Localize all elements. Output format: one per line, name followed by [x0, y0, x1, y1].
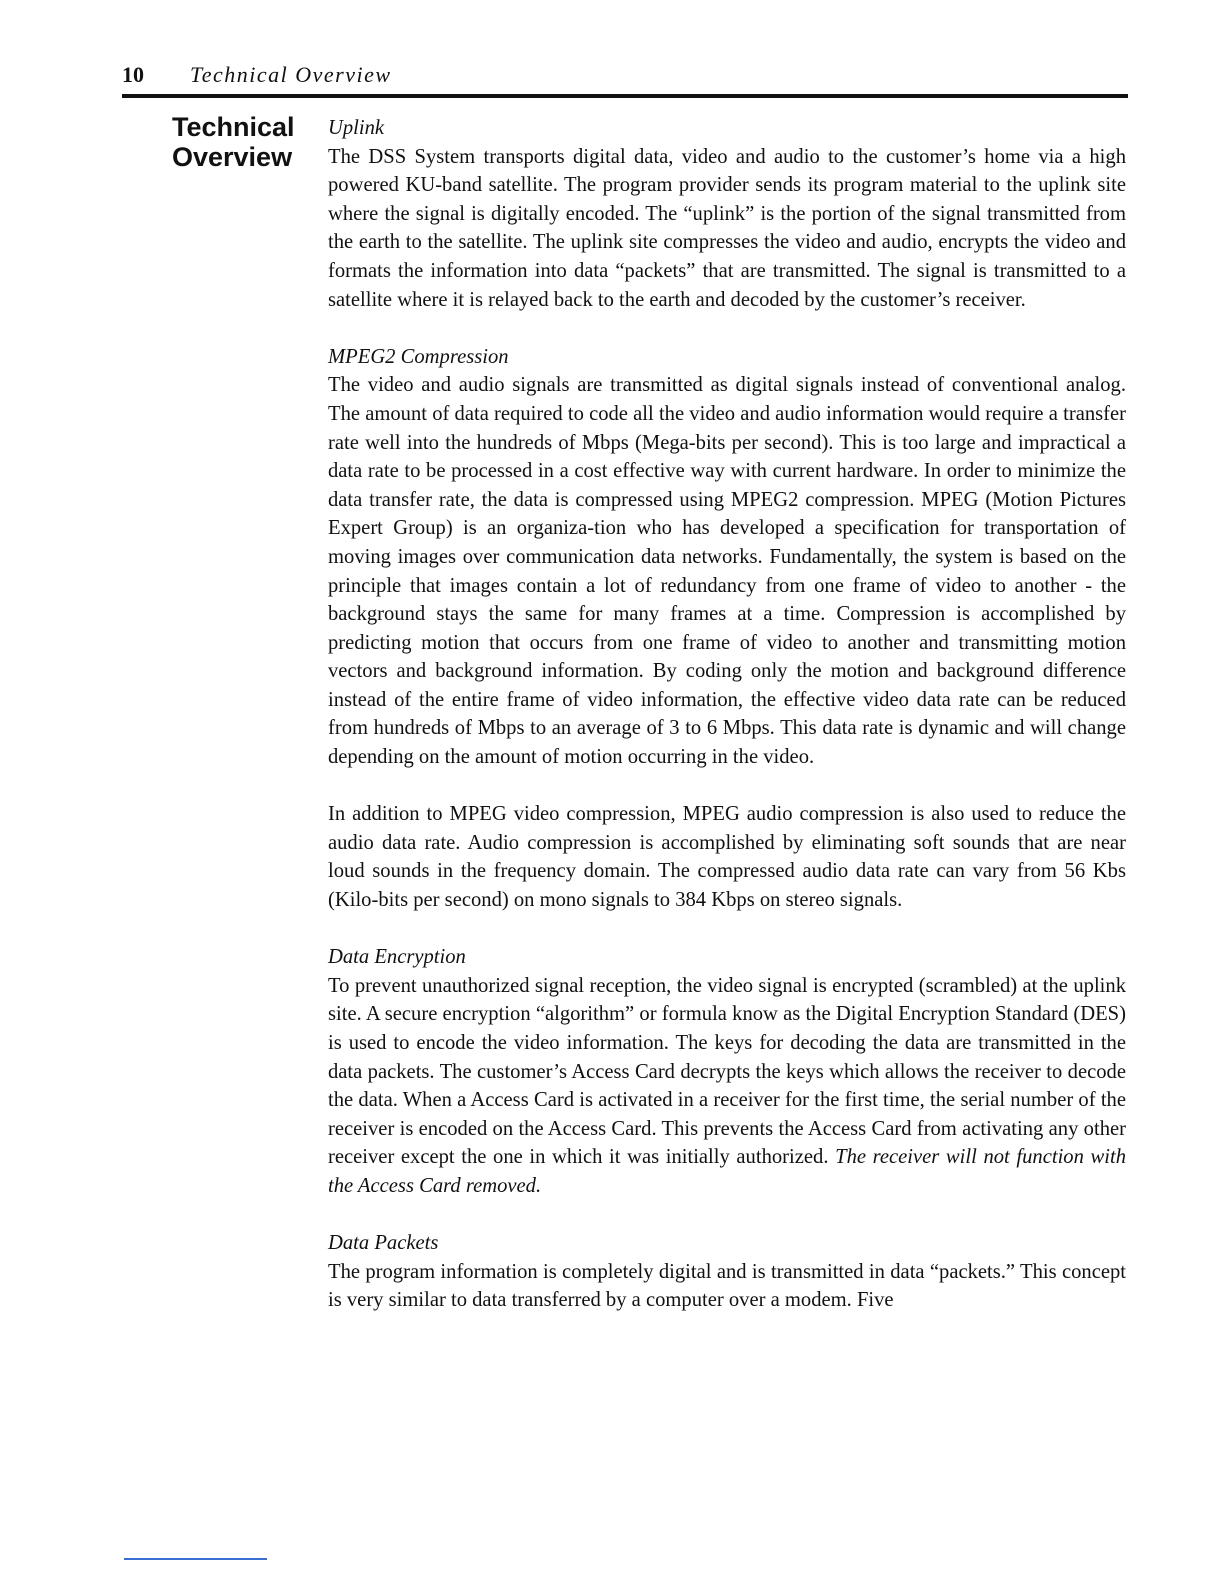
section-heading: Data Encryption — [328, 946, 466, 969]
footer-rule — [124, 1558, 267, 1560]
section-data-encryption — [328, 943, 1126, 1200]
header-rule — [122, 94, 1128, 98]
page-header — [122, 60, 1128, 98]
side-heading — [172, 112, 312, 172]
section-heading: MPEG2 Compression — [328, 345, 509, 368]
paragraph: The DSS System transports digital data, video and audio to the customer’s home via a high powered KU-band satellite. The program provider sends its program material to the uplink site where the signal is digitally encoded. The “uplink” is the portion of the signal transmitted from the earth to the satellite. The uplink site compresses the video and audio, encrypts the video and formats the information into data “packets” that are transmitted. The signal is transmitted to a satellite where it is relayed back to the earth and decoded by the customer’s receiver. — [328, 145, 1126, 311]
section-heading: Data Packets — [328, 1232, 439, 1255]
page-number: 10 — [122, 62, 144, 87]
paragraph — [328, 972, 1126, 1201]
section-mpeg2-compression — [328, 343, 1126, 915]
paragraph: The video and audio signals are transmitted as digital signals instead of conventional analog. The amount of data required to code all the video and audio information would require a transfer rate well into the hundreds of Mbps (Mega-bits per second). This is too large and impractical a data rate to be processed in a cost effective way with current hardware. In order to minimize the data transfer rate, the data is compressed using MPEG2 compression. MPEG (Motion Pictures Expert Group) is an organiza-tion who has developed a specification for transportation of moving images over communication data networks. Fundamentally, the system is based on the principle that images contain a lot of redundancy from one frame of video to another - the background stays the same for many frames at a time. Compression is accomplished by predicting motion that occurs from one frame of video to another and transmitting motion vectors and background information. By coding only the motion and background difference instead of the entire frame of video information, the effective video data rate can be reduced from hundreds of Mbps to an average of 3 to 6 Mbps. This data rate is dynamic and will change depending on the amount of motion occurring in the video. — [328, 374, 1126, 769]
paragraph-text: To prevent unauthorized signal reception, the video signal is encrypted (scrambled) at the uplink site. A secure encryption “algorithm” or formula know as the Digital Encryption Standard (DES) is used to encode the video information. The keys for decoding the data are transmitted in the data packets. The customer’s Access Card decrypts the keys which allows the receiver to decode the data. When a Access Card is activated in a receiver for the first time, the serial number of the receiver is encoded on the Access Card. This prevents the Access Card from activating any other receiver except the one in which it was initially authorized. — [328, 974, 1126, 1169]
side-heading-line1: Technical — [172, 112, 295, 142]
section-uplink — [328, 114, 1126, 314]
body-column — [328, 114, 1126, 1344]
running-header-title: Technical Overview — [190, 62, 392, 87]
section-data-packets — [328, 1229, 1126, 1315]
italic-note: The receiver will not function with the Access Card removed. — [328, 1146, 1126, 1197]
side-heading-line2: Overview — [172, 142, 293, 172]
paragraph: The program information is completely digital and is transmitted in data “packets.” This concept is very similar to data transferred by a computer over a modem. Five — [328, 1260, 1126, 1312]
paragraph: In addition to MPEG video compression, MPEG audio compression is also used to reduce the audio data rate. Audio compression is accomplished by eliminating soft sounds that are near loud sounds in the frequency domain. The compressed audio data rate can vary from 56 Kbs (Kilo-bits per second) on mono signals to 384 Kbps on stereo signals. — [328, 803, 1126, 912]
section-heading: Uplink — [328, 117, 385, 139]
